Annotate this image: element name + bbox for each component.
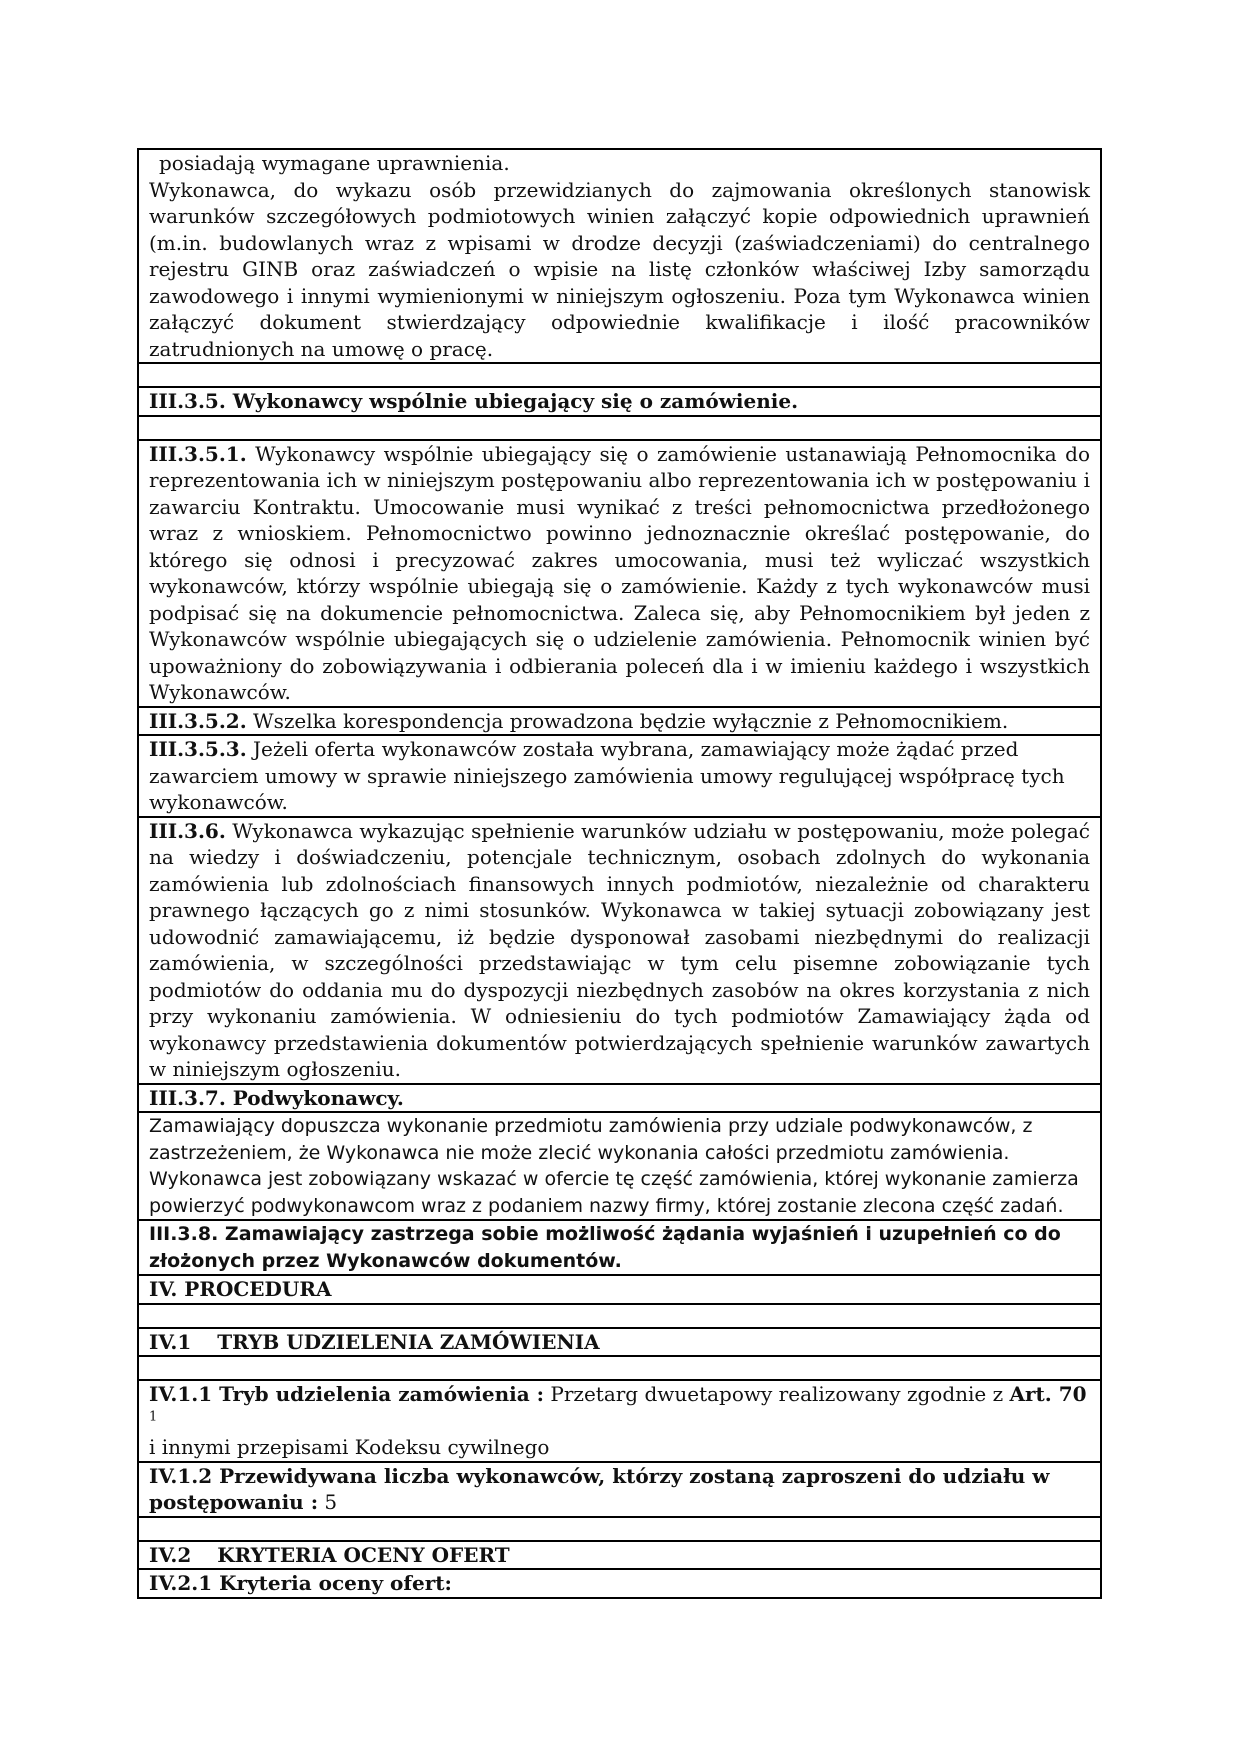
clause-text: Wykonawcy wspólnie ubiegający się o zamówienie ustanawiają Pełnomocnika do reprezentowania ich w niniejszym postępowaniu albo reprezentowania ich w postępowaniu i zawarciu Kontraktu. Umocowanie musi wynikać z treści pełnomocnictwa przedłożonego wraz z wnioskiem. Pełnomocnictwo powinno jednoznacznie określać postępowanie, do którego się odnosi i precyzować zakres umocowania, musi też wyliczać wszystkich wykonawców, którzy wspólnie ubiegają się o zamówienie. Każdy z tych wykonawców musi podpisać się na dokumencie pełnomocnictwa. Zaleca się, aby Pełnomocnikiem był jeden z Wykonawców wspólnie ubiegających się o udzielenie zamówienia. Pełnomocnik winien być upoważniony do zobowiązywania i odbierania poleceń dla i w imieniu każdego i wszystkich Wykonawców.	[149, 441, 1090, 704]
article-reference: Art. 70	[1009, 1382, 1087, 1406]
table-row	[138, 1084, 1101, 1113]
table-cell	[138, 817, 1101, 1084]
empty-cell	[138, 1356, 1101, 1380]
paragraph: Wykonawca, do wykazu osób przewidzianych do zajmowania określonych stanowisk warunków szczegółowych podmiotowych winien załączyć kopie odpowiednich uprawnień (m.in. budowlanych wraz z wpisami w drodze decyzji (zaświadczeniami) do centralnego rejestru GINB oraz zaświadczeń o wpisie na listę członków właściwej Izby samorządu zawodowego i innymi wymienionymi w niniejszym ogłoszeniu. Poza tym Wykonawca winien załączyć dokument stwierdzający odpowiednie kwalifikacje i ilość pracowników zatrudnionych na umowę o pracę.	[149, 177, 1090, 361]
empty-cell	[138, 1304, 1101, 1328]
empty-cell	[138, 416, 1101, 440]
superscript: 1	[149, 1408, 158, 1424]
section-heading: IV.2.1 Kryteria oceny ofert:	[138, 1569, 1101, 1598]
clause-number: III.3.6.	[149, 818, 226, 843]
table-cell	[138, 149, 1101, 363]
table-row	[138, 1380, 1101, 1462]
section-heading	[138, 1328, 1101, 1357]
empty-row	[138, 363, 1101, 387]
clause-number: III.3.5.1.	[149, 441, 247, 466]
section-title: KRYTERIA OCENY OFERT	[217, 1542, 510, 1567]
table-row	[138, 387, 1101, 416]
table-cell	[138, 440, 1101, 707]
table-cell	[138, 1380, 1101, 1462]
table-row	[138, 707, 1101, 736]
table-cell: Zamawiający dopuszcza wykonanie przedmiotu zamówienia przy udziale podwykonawców, z zastrzeżeniem, że Wykonawca nie może zlecić wykonania całości przedmiotu zamówienia. Wykonawca jest zobowiązany wskazać w ofercie tę część zamówienia, której wykonanie zamierza powierzyć podwykonawcom wraz z podaniem nazwy firmy, której zostanie zlecona część zadań.	[138, 1112, 1101, 1220]
empty-row	[138, 1517, 1101, 1541]
table-cell	[138, 707, 1101, 736]
clause-text: Przetarg dwuetapowy realizowany zgodnie z	[544, 1382, 1010, 1406]
clause-text: Wszelka korespondencja prowadzona będzie wyłącznie z Pełnomocnikiem.	[246, 708, 1009, 733]
table-row	[138, 1569, 1101, 1598]
clause-text: Jeżeli oferta wykonawców została wybrana, zamawiający może żądać przed zawarciem umowy w sprawie niniejszego zamówienia umowy regulującej współpracę tych wykonawców.	[149, 737, 1065, 814]
section-heading: III.3.7. Podwykonawcy.	[138, 1084, 1101, 1113]
table-row	[138, 1275, 1101, 1304]
table-cell	[138, 735, 1101, 817]
empty-row	[138, 1356, 1101, 1380]
section-number: IV.1	[149, 1329, 192, 1354]
clause-number: III.3.5.3.	[149, 737, 247, 761]
section-number: IV.2	[149, 1542, 192, 1567]
section-heading	[138, 1541, 1101, 1570]
clause-value: 5	[318, 1490, 338, 1514]
table-row	[138, 1541, 1101, 1570]
clause-label: IV.1.2 Przewidywana liczba wykonawców, którzy zostaną zaproszeni do udziału w postępowaniu :	[149, 1463, 1050, 1514]
clause-text: i innymi przepisami Kodeksu cywilnego	[149, 1435, 550, 1459]
table-row	[138, 1328, 1101, 1357]
section-title: TRYB UDZIELENIA ZAMÓWIENIA	[217, 1329, 600, 1354]
clause-number: III.3.5.2.	[149, 708, 247, 733]
table-row	[138, 1112, 1101, 1220]
empty-row	[138, 416, 1101, 440]
section-heading: III.3.5. Wykonawcy wspólnie ubiegający się o zamówienie.	[138, 387, 1101, 416]
empty-cell	[138, 1517, 1101, 1541]
table-row	[138, 1462, 1101, 1517]
table-row	[138, 817, 1101, 1084]
empty-cell	[138, 363, 1101, 387]
document-table	[137, 148, 1102, 1599]
paragraph: posiadają wymagane uprawnienia.	[159, 151, 510, 175]
table-row	[138, 1220, 1101, 1275]
table-row	[138, 149, 1101, 363]
clause-text: Wykonawca wykazując spełnienie warunków udziału w postępowaniu, może polegać na wiedzy i doświadczeniu, potencjale technicznym, osobach zdolnych do wykonania zamówienia lub zdolnościach finansowych innych podmiotów, niezależnie od charakteru prawnego łączących go z nimi stosunków. Wykonawca w takiej sytuacji zobowiązany jest udowodnić zamawiającemu, iż będzie dysponował zasobami niezbędnymi do realizacji zamówienia, w szczególności przedstawiając w tym celu pisemne zobowiązanie tych podmiotów do oddania mu do dyspozycji niezbędnych zasobów na okres korzystania z nich przy wykonaniu zamówienia. W odniesieniu do tych podmiotów Zamawiający żąda od wykonawcy przedstawienia dokumentów potwierdzających spełnienie warunków zawartych w niniejszym ogłoszeniu.	[149, 818, 1090, 1081]
table-row	[138, 735, 1101, 817]
section-heading: IV. PROCEDURA	[138, 1275, 1101, 1304]
clause-label: IV.1.1 Tryb udzielenia zamówienia :	[149, 1382, 545, 1406]
empty-row	[138, 1304, 1101, 1328]
table-cell	[138, 1462, 1101, 1517]
section-heading: III.3.8. Zamawiający zastrzega sobie możliwość żądania wyjaśnień i uzupełnień co do złożonych przez Wykonawców dokumentów.	[138, 1220, 1101, 1275]
table-row	[138, 440, 1101, 707]
